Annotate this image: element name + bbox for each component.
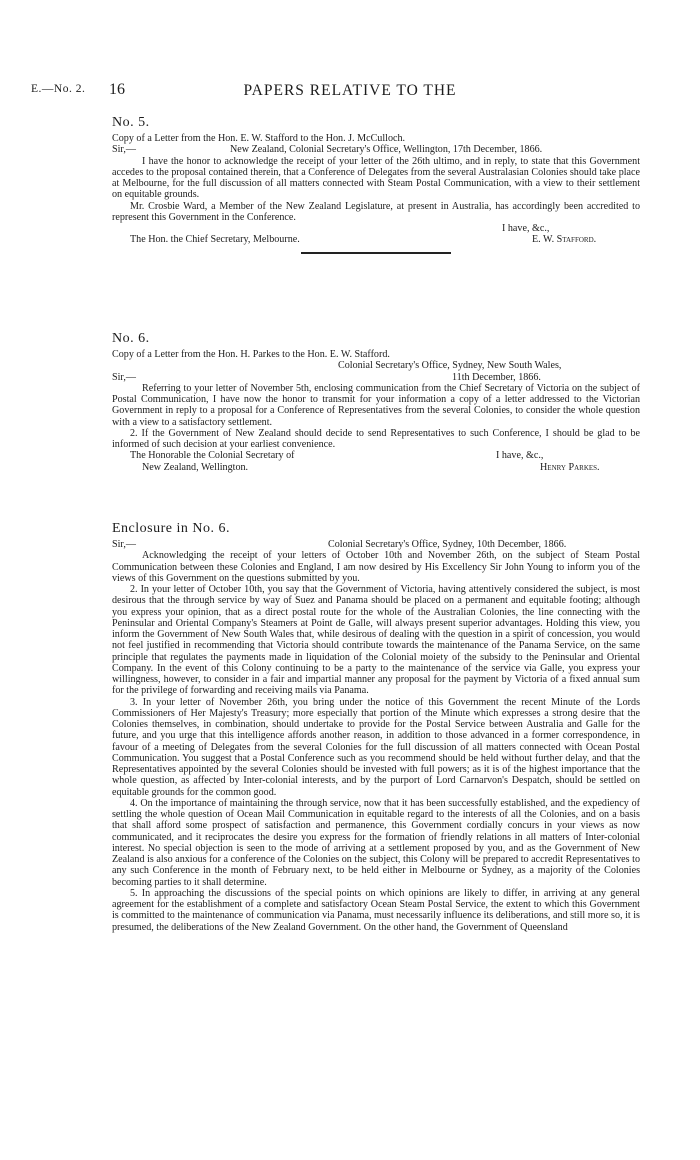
enclosure-salutation-row [112, 539, 640, 550]
page-number: 16 [109, 81, 125, 98]
letter-5-salutation-row [112, 144, 640, 155]
enclosure-salutation: Sir,— [112, 539, 136, 550]
letter-6-closing: I have, &c., [496, 450, 544, 462]
letter-no-5 [112, 114, 640, 262]
enclosure-paragraph-5: 5. In approaching the discussions of the special points on which opinions are likely to differ, in arriving at any general agreement for the establishment of a complete and satisfactory Ocean Steam Postal Service, the extent to which this Government is committed to the maintenance of communication via Panama, must necessarily influence its deliberations, and still more so, it is presumed, the deliberations of the New Zealand Government. On the other hand, the Government of Queensland [112, 887, 640, 933]
letter-6-recipient-line-1: The Honorable the Colonial Secretary of [130, 450, 295, 462]
letter-6-salutation: Sir,— [112, 371, 136, 383]
letter-5-heading: No. 5. [112, 115, 150, 130]
section-divider [301, 252, 451, 254]
letter-6-closing-row [112, 450, 640, 461]
letter-6-paragraph-2: 2. If the Government of New Zealand should decide to send Representatives to such Conference, I should be glad to be informed of such decision at your earliest convenience. [112, 427, 640, 450]
letter-6-paragraph-1: Referring to your letter of November 5th, enclosing communication from the Chief Secretary of Victoria on the subject of Postal Communication, I have now the honor to transmit for your information a copy of a letter addressed to the Victorian Government in reply to a proposal for a Conference of Representatives from the several Colonies, to consider the whole question with a view to a satisfactory settlement. [112, 382, 640, 428]
enclosure-paragraph-4: 4. On the importance of maintaining the through service, now that it has been successfully established, and the expediency of settling the whole question of Ocean Mail Communication in equitable regard to the interests of all the Colonies, and on a basis that shall afford some prospect of satisfaction and permanence, this Government cordially concurs in your views as now communicated, and it reciprocates the desire you express for the formation of friendly relations in all matters of Inter-colonial interest. No special objection is seen to the mode of arriving at a settlement proposed by you, and as the Government of New Zealand is also anxious for a conference of the Colonies on the subject, this Colony will be prepared to accredit Representatives to any such Conference in the month of February next, to be held either in Melbourne or Sydney, as a majority of the Colonies becoming parties to it shall determine. [112, 797, 640, 888]
letter-6-address-row [112, 360, 640, 371]
letter-6-date: 11th December, 1866. [452, 371, 541, 383]
letter-5-recipient: The Hon. the Chief Secretary, Melbourne. [130, 234, 300, 246]
letter-5-closing-row [112, 223, 640, 234]
enclosure-no-6 [112, 520, 640, 933]
running-header [0, 83, 700, 103]
letter-no-6 [112, 330, 640, 473]
letter-6-heading: No. 6. [112, 331, 150, 346]
letter-6-caption: Copy of a Letter from the Hon. H. Parkes to the Hon. E. W. Stafford. [112, 349, 390, 360]
letter-6-signature: Henry Parkes. [540, 461, 600, 473]
letter-6-address: Colonial Secretary's Office, Sydney, New South Wales, [338, 360, 562, 372]
letter-5-closing: I have, &c., [502, 223, 550, 234]
letter-5-salutation: Sir,— [112, 144, 136, 156]
running-title: PAPERS RELATIVE TO THE [243, 82, 457, 99]
letter-5-signature: E. W. Stafford. [532, 234, 597, 246]
letter-6-sign-row [112, 462, 640, 473]
letter-6-salutation-row [112, 372, 640, 383]
letter-5-address: New Zealand, Colonial Secretary's Office, Wellington, 17th December, 1866. [230, 144, 543, 156]
letter-5-paragraph-2: Mr. Crosbie Ward, a Member of the New Zealand Legislature, at present in Australia, has accordingly been accredited to represent this Government in the Conference. [112, 200, 640, 223]
document-reference: E.—No. 2. [31, 83, 86, 95]
enclosure-heading: Enclosure in No. 6. [112, 521, 230, 536]
letter-5-sign-row [112, 234, 640, 245]
letter-5-paragraph-1: I have the honor to acknowledge the receipt of your letter of the 26th ultimo, and in reply, to state that this Government accedes to the proposal contained therein, that a Conference of Delegates from the several Australasian Colonies should take place at Melbourne, for the full discussion of all matters connected with Steam Postal Communication, with a view to their settlement on equitable grounds. [112, 155, 640, 201]
enclosure-paragraph-2: 2. In your letter of October 10th, you say that the Government of Victoria, having attentively considered the subject, is most desirous that the through service by way of Suez and Panama should be placed on a permanent and equitable footing; although you express your opinion, that as a direct postal route for the whole of the Australian Colonies, the line connecting with the Peninsular and Oriental Company's Steamers at Point de Galle, will always present superior advantages. Holding this view, you inform the Government of New South Wales that, while desirous of dealing with the question in a spirit of concession, you would not feel justified in recommending that Victoria should contribute towards the maintenance of the Panama Service, on the same principle that regulates the payments made in liquidation of the Colonial moiety of the subsidy to the Peninsular and Oriental Company. In the event of this Colony continuing to be a party to the maintenance of the service via Galle, you express your willingness, however, to consider in a fair and impartial manner any proposal for the payment by Victoria of a fixed annual sum for the privilege of forwarding and receiving mails via Panama. [112, 584, 640, 697]
letter-6-recipient-line-2: New Zealand, Wellington. [142, 461, 249, 473]
enclosure-paragraph-1: Acknowledging the receipt of your letters of October 10th and November 26th, on the subject of Steam Postal Communication between these Colonies and England, I am now desired by His Excellency Sir John Young to inform you of the views of this Government on the questions submitted by you. [112, 550, 640, 584]
enclosure-paragraph-3: 3. In your letter of November 26th, you bring under the notice of this Government the recent Minute of the Lords Commissioners of Her Majesty's Treasury; more especially that portion of the Minute which expresses a strong desire that the Colonies themselves, in combination, should undertake to provide for the Postal Service between Australia and Galle for the future, and you urge that this intelligence affords another reason, in addition to those advanced in a former correspondence, in favour of a meeting of Delegates from the several Colonies for the full discussion of all matters connected with Ocean Postal Communication. You suggest that a Postal Conference such as you recommend should be held without further delay, and that the Representatives appointed by the several Colonies should be invested with full powers; as it is of the highest importance that the whole question, as affected by Inter-colonial interests, and by the purport of Lord Carnarvon's Despatch, should be settled on equitable grounds for the common good. [112, 696, 640, 798]
enclosure-address: Colonial Secretary's Office, Sydney, 10th December, 1866. [328, 539, 567, 550]
letter-5-caption: Copy of a Letter from the Hon. E. W. Stafford to the Hon. J. McCulloch. [112, 133, 406, 144]
